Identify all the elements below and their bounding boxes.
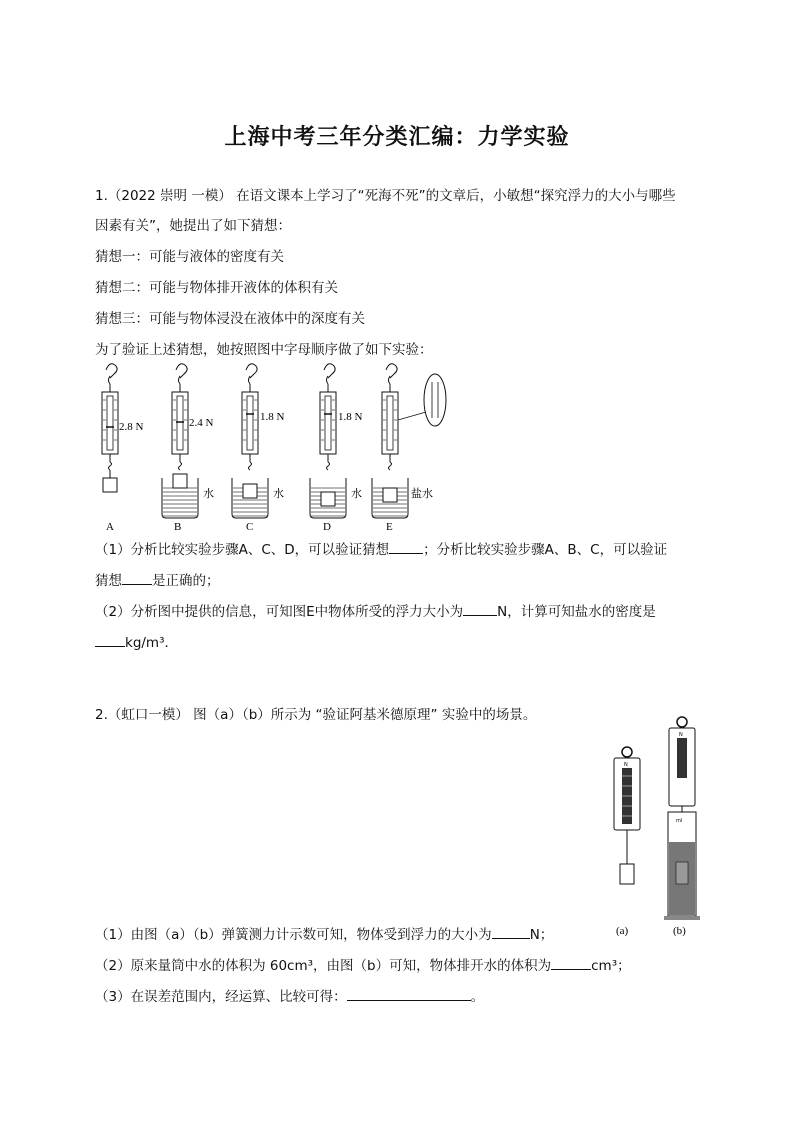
reading-b: 2.4 N	[189, 417, 214, 429]
q1-part2-line2: kg/m³．	[95, 632, 178, 653]
scale-b-figure	[664, 717, 700, 920]
figure-label-b: (b)	[673, 925, 686, 937]
q1-part2-line1: （2）分析图中提供的信息，可知图E中物体所受的浮力大小为 N，计算可知盐水的密度是	[95, 601, 656, 622]
scale-d	[310, 364, 346, 518]
figure-label-a: (a)	[616, 925, 629, 937]
figure-label-e: E	[386, 521, 393, 533]
q1-intro: 为了验证上述猜想，她按照图中字母顺序做了如下实验：	[95, 342, 433, 358]
q1-part1-line2: 猜想 是正确的；	[95, 570, 220, 591]
scale-a	[102, 364, 118, 492]
document-title: 上海中考三年分类汇编：力学实验	[224, 125, 570, 150]
figure-label-c: C	[246, 521, 254, 533]
answer-blank[interactable]	[95, 632, 125, 647]
q1-part1-line1: （1）分析比较实验步骤A、C、D，可以验证猜想 ；分析比较实验步骤A、B、C，可以验证	[95, 539, 667, 560]
scale-b	[162, 364, 198, 518]
scale-a-figure	[614, 747, 640, 884]
reading-c: 1.8 N	[260, 411, 285, 423]
reading-d: 1.8 N	[338, 411, 363, 423]
figure-label-a: A	[106, 521, 114, 533]
q2-part3: （3）在误差范围内，经运算、比较可得： 。	[95, 986, 484, 1007]
q2-part2: （2）原来量筒中水的体积为 60cm³，由图（b）可知，物体排开水的体积为 cm³；	[95, 955, 631, 976]
q1-stem-line2: 因素有关”，她提出了如下猜想：	[95, 218, 291, 234]
q2-stem: 2.（虹口一模） 图（a）（b）所示为 “验证阿基米德原理” 实验中的场景。	[95, 707, 537, 723]
scale-e	[372, 364, 446, 518]
figure-label-b: B	[174, 521, 182, 533]
q2-part1: （1）由图（a）（b）弹簧测力计示数可知，物体受到浮力的大小为 N；	[95, 924, 553, 945]
reading-a: 2.8 N	[119, 421, 144, 433]
q1-guess-1: 猜想一：可能与液体的密度有关	[95, 249, 284, 265]
q1-guess-3: 猜想三：可能与物体浸没在液体中的深度有关	[95, 311, 365, 327]
q1-stem-line1: 1.（2022 崇明 一模） 在语文课本上学习了“死海不死”的文章后，小敏想“探究浮力的大小与哪些	[95, 188, 676, 204]
liquid-label-b: 水	[203, 487, 214, 500]
answer-blank[interactable]	[492, 924, 530, 939]
q1-guess-2: 猜想二：可能与物体排开液体的体积有关	[95, 280, 338, 296]
figure-label-d: D	[323, 521, 331, 533]
unit-label: N	[624, 762, 628, 768]
unit-label: ml	[676, 818, 683, 824]
liquid-label-c: 水	[273, 487, 284, 500]
liquid-label-e: 盐水	[411, 487, 433, 500]
answer-blank[interactable]	[122, 570, 152, 585]
answer-blank[interactable]	[463, 601, 497, 616]
scale-c	[232, 364, 268, 518]
unit-label: N	[679, 732, 683, 738]
answer-blank[interactable]	[389, 539, 423, 554]
answer-blank[interactable]	[347, 986, 471, 1001]
liquid-label-d: 水	[351, 487, 362, 500]
q1-experiment-figure	[95, 362, 455, 537]
answer-blank[interactable]	[551, 955, 591, 970]
q2-experiment-figure	[600, 712, 710, 942]
